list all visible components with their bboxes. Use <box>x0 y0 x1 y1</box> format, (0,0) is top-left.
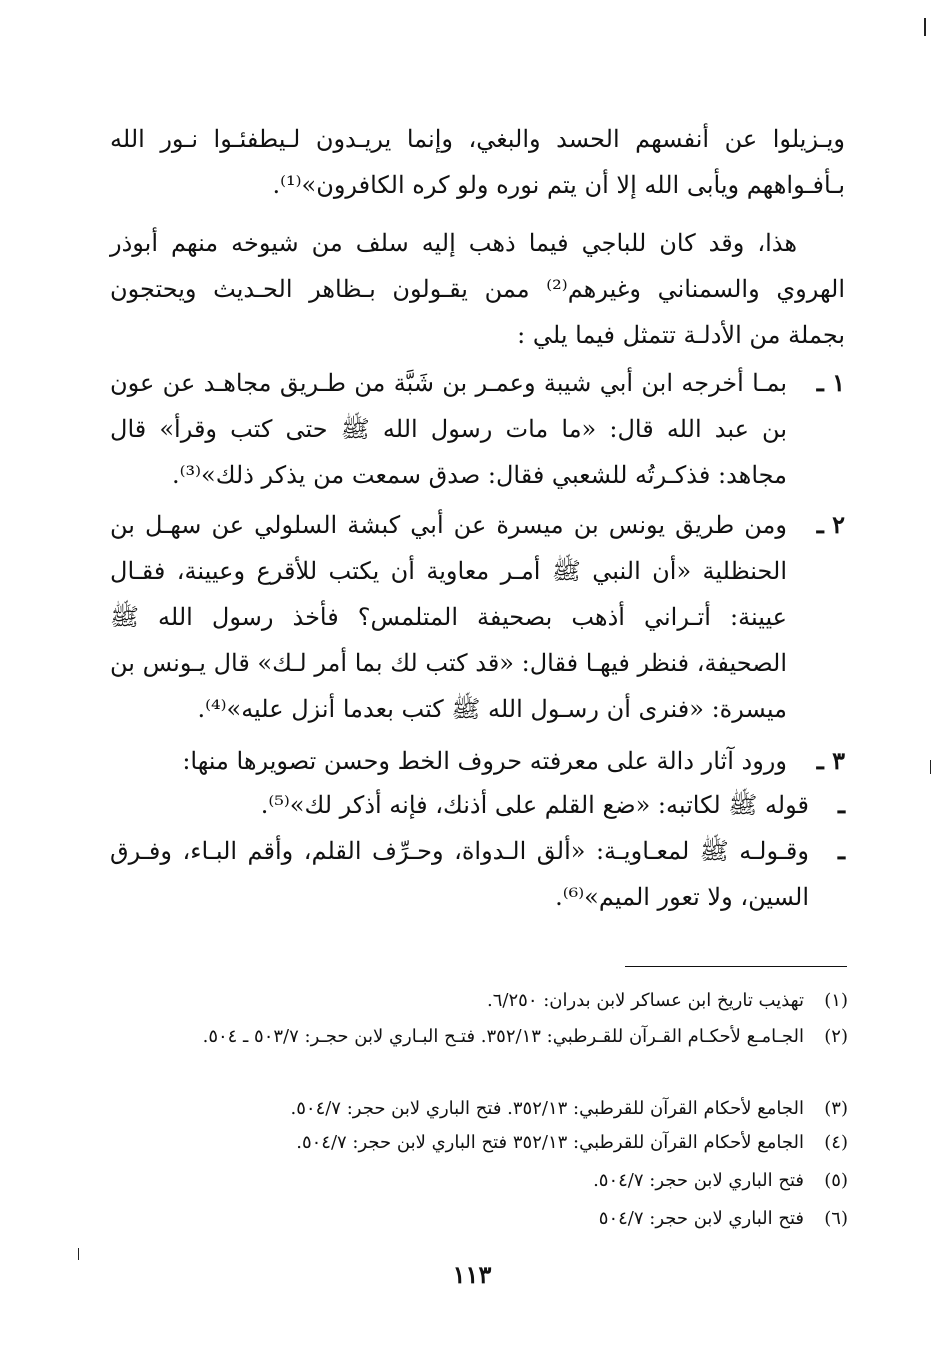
footnote-4-text: الجامع لأحكام القرآن للقرطبي: ٣٥٢/١٣ فتح الباري لابن حجر: ٥٠٤/٧. <box>296 1132 804 1153</box>
paragraph-2-text: هذا، وقد كان للباجي فيما ذهب إليه سلف من شيوخه منهم أبوذر الهروي والسمناني وغيرهم⁽²⁾ ممن يقـولون بـظاهر الحـديث ويحتجون بجملة من الأدلـة تتمثل فيما يلي : <box>110 229 845 349</box>
footnote-4 <box>110 1126 848 1160</box>
footnote-6-text: فتح الباري لابن حجر: ٥٠٤/٧ <box>598 1208 804 1229</box>
sub-item-1-dash: ـ <box>837 790 845 819</box>
footnote-5-text: فتح الباري لابن حجر: ٥٠٤/٧. <box>593 1170 804 1191</box>
sub-item-1 <box>110 782 845 828</box>
footnote-1-number: (١) <box>824 990 848 1011</box>
paragraph-1 <box>110 116 845 208</box>
sub-item-2-text: وقـولـه ﷺ لمعـاويـة: «ألق الـدواة، وحـرِّف القلم، وأقم البـاء، وفـرق السين، ولا تعور الميم»⁽⁶⁾. <box>110 837 809 911</box>
list-item-2-number: ٢ ـ <box>816 510 845 539</box>
paragraph-1-text: ويـزيلوا عن أنفسهم الحسد والبغي، وإنما يريـدون لـيطفئـوا نـور الله بـأفـواههم ويأبى الله إلا أن يتم نوره ولو كره الكافرون»⁽¹⁾. <box>110 125 845 199</box>
footnote-3-number: (٣) <box>824 1098 848 1119</box>
footnote-3 <box>110 1092 848 1126</box>
footnote-3-text: الجامع لأحكام القرآن للقرطبي: ٣٥٢/١٣. فتح الباري لابن حجر: ٥٠٤/٧. <box>290 1098 804 1119</box>
list-item-1 <box>110 360 845 498</box>
list-item-3 <box>110 738 845 784</box>
scan-mark-left <box>78 1248 79 1260</box>
footnote-5 <box>110 1164 848 1198</box>
list-item-1-text: بمـا أخرجه ابن أبي شيبة وعمـر بن شَبَّة من طـريق مجاهـد عن عون بن عبد الله قال: «ما مات رسول الله ﷺ حتى كتب وقرأ» قال مجاهد: فذكـرتُه للشعبي فقال: صدق سمعت من يذكر ذلك»⁽³⁾. <box>110 369 787 489</box>
footnote-2-number: (٢) <box>824 1026 848 1047</box>
scan-mark-top-right <box>924 18 926 36</box>
sub-item-2 <box>110 828 845 920</box>
sub-item-2-dash: ـ <box>837 836 845 865</box>
list-item-1-number: ١ ـ <box>816 368 845 397</box>
footnote-1-text: تهذيب تاريخ ابن عساكر لابن بدران: ٦/٢٥٠. <box>487 990 804 1011</box>
footnote-2-text: الجـامـع لأحكـام القـرآن للقـرطبي: ٣٥٢/١٣. فتـح البـاري لابن حجـر: ٥٠٣/٧ ـ ٥٠٤. <box>202 1026 804 1047</box>
list-item-3-text: ورود آثار دالة على معرفته حروف الخط وحسن تصويرها منها: <box>182 747 787 775</box>
list-item-2-text: ومن طريق يونس بن ميسرة عن أبي كبشة السلولي عن سهـل بن الحنظلية «أن النبي ﷺ أمـر معاوية أن يكتب للأقرع وعيينة، فقـال عيينة: أتـراني أذهب بصحيفة المتلمس؟ فأخذ رسول الله ﷺ الصحيفة، فنظر فيهـا فقال: «قد كتب لك بما أمر لـك» قال يـونس بن ميسرة: «فنرى أن رسـول الله ﷺ كتب بعدما أنزل عليه»⁽⁴⁾. <box>109 511 787 723</box>
footnote-2 <box>110 1020 848 1054</box>
scan-mark-right-edge <box>930 760 931 774</box>
list-item-2 <box>110 502 845 732</box>
footnote-4-number: (٤) <box>824 1132 848 1153</box>
footnote-separator <box>625 966 847 967</box>
paragraph-2 <box>110 220 845 358</box>
footnote-6 <box>110 1202 848 1236</box>
footnote-1 <box>110 984 848 1018</box>
sub-item-1-text: قوله ﷺ لكاتبه: «ضع القلم على أذنك، فإنه أذكر لك»⁽⁵⁾. <box>260 791 809 819</box>
list-item-3-number: ٣ ـ <box>816 746 845 775</box>
page-number: ١١٣ <box>452 1260 492 1289</box>
footnote-5-number: (٥) <box>824 1170 848 1191</box>
footnote-6-number: (٦) <box>824 1208 848 1229</box>
